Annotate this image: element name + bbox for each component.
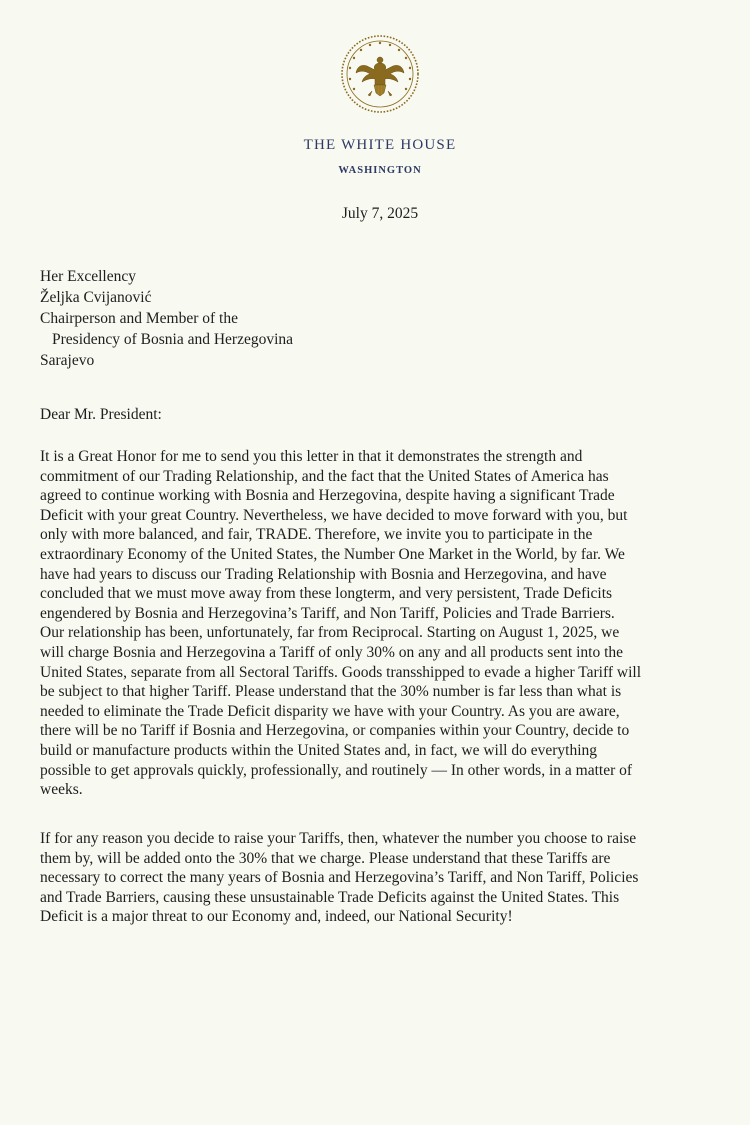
recipient-honorific: Her Excellency	[40, 268, 136, 285]
paragraph-line: agreed to continue working with Bosnia and Herzegovina, despite having a significant Trade	[40, 487, 615, 505]
paragraph-line: there will be no Tariff if Bosnia and Herzegovina, or companies within your Country, decide to	[40, 722, 630, 740]
paragraph-line: engendered by Bosnia and Herzegovina’s Tariff, and Non Tariff, Policies and Trade Barriers.	[40, 604, 615, 622]
recipient-name: Željka Cvijanović	[40, 289, 152, 306]
paragraph-line: possible to get approvals quickly, professionally, and routinely — In other words, in a matter of	[40, 761, 633, 779]
paragraph-line: be subject to that higher Tariff. Please understand that the 30% number is far less than what is	[40, 683, 622, 701]
body-paragraph-2	[40, 829, 730, 927]
paragraph-line: concluded that we must move away from these longterm, and very persistent, Trade Deficits	[40, 585, 613, 603]
paragraph-line: needed to eliminate the Trade Deficit disparity we have with your Country. As you are aware,	[40, 702, 620, 720]
paragraph-line: extraordinary Economy of the United States, the Number One Market in the World, by far. We	[40, 545, 625, 563]
letterhead-city: WASHINGTON	[338, 165, 422, 176]
letterhead-title: THE WHITE HOUSE	[303, 137, 457, 153]
paragraph-line: Our relationship has been, unfortunately, far from Reciprocal. Starting on August 1, 2025, we	[40, 624, 620, 642]
paragraph-line: weeks.	[40, 781, 83, 799]
body-paragraph-1	[40, 447, 730, 800]
paragraph-line: necessary to correct the many years of Bosnia and Herzegovina’s Tariff, and Non Tariff, Policies	[40, 869, 639, 887]
recipient-title-continued: Presidency of Bosnia and Herzegovina	[52, 331, 294, 348]
paragraph-line: If for any reason you decide to raise your Tariffs, then, whatever the number you choose to raise	[40, 830, 637, 847]
paragraph-line: only with more balanced, and fair, TRADE. Therefore, we invite you to participate in the	[40, 526, 593, 544]
paragraph-line: United States, separate from all Sectoral Tariffs. Goods transshipped to evade a higher Tariff will	[40, 663, 642, 681]
paragraph-line: It is a Great Honor for me to send you this letter in that it demonstrates the strength and	[40, 448, 583, 465]
salutation: Dear Mr. President:	[40, 406, 162, 423]
paragraph-line: Deficit with your great Country. Nevertheless, we have decided to move forward with you, but	[40, 506, 628, 524]
paragraph-line: commitment of our Trading Relationship, and the fact that the United States of America has	[40, 467, 609, 485]
paragraph-line: build or manufacture products within the United States and, in fact, we will do everything	[40, 741, 598, 759]
presidential-seal-icon	[339, 33, 421, 115]
recipient-title: Chairperson and Member of the	[40, 310, 238, 327]
recipient-address	[40, 266, 293, 371]
paragraph-line: have had years to discuss our Trading Relationship with Bosnia and Herzegovina, and have	[40, 565, 607, 583]
paragraph-line: Deficit is a major threat to our Economy and, indeed, our National Security!	[40, 908, 513, 926]
paragraph-line: will charge Bosnia and Herzegovina a Tariff of only 30% on any and all products sent into the	[40, 643, 624, 661]
recipient-city: Sarajevo	[40, 352, 95, 369]
paragraph-line: and Trade Barriers, causing these unsustainable Trade Deficits against the United States. This	[40, 888, 620, 906]
paragraph-line: them by, will be added onto the 30% that we charge. Please understand that these Tariffs are	[40, 849, 611, 867]
letter-date: July 7, 2025	[341, 205, 419, 222]
